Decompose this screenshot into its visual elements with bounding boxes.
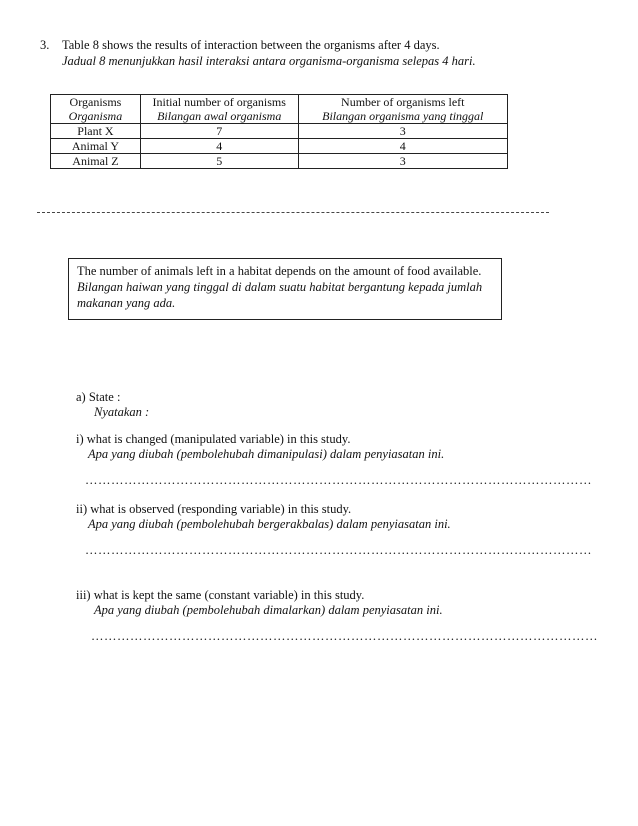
table-row: [51, 124, 508, 139]
part-a-label-ms: Nyatakan :: [94, 405, 150, 419]
table-cell: 3: [298, 124, 507, 139]
question-i-en: i) what is changed (manipulated variable) in this study.: [76, 432, 351, 446]
table-row: [51, 139, 508, 154]
table-cell: 4: [140, 139, 298, 154]
table-cell: Plant X: [51, 124, 141, 139]
statement-line-2: Bilangan haiwan yang tinggal di dalam suatu habitat bergantung kepada jumlah: [77, 280, 483, 294]
table-header-row: [51, 95, 508, 110]
table-cell: Animal Z: [51, 154, 141, 169]
table-cell: 7: [140, 124, 298, 139]
header-initial-number-ms: Bilangan awal organisma: [140, 109, 298, 124]
answer-line-i[interactable]: ………………………………………………………………………………………………………: [85, 473, 592, 487]
table-cell: 4: [298, 139, 507, 154]
table-row: [51, 154, 508, 169]
dashed-separator: [37, 212, 549, 213]
question-ii-ms: Apa yang diubah (pembolehubah bergerakbalas) dalam penyiasatan ini.: [88, 517, 451, 531]
answer-line-ii[interactable]: ………………………………………………………………………………………………………: [85, 543, 592, 557]
question-iii-ms: Apa yang diubah (pembolehubah dimalarkan) dalam penyiasatan ini.: [94, 603, 443, 617]
question-number: 3.: [40, 38, 50, 52]
statement-line-3: makanan yang ada.: [77, 296, 176, 310]
part-a-label: a) State :: [76, 390, 121, 404]
question-iii-en: iii) what is kept the same (constant variable) in this study.: [76, 588, 365, 602]
header-number-left-ms: Bilangan organisma yang tinggal: [298, 109, 507, 124]
statement-line-1: The number of animals left in a habitat depends on the amount of food available.: [77, 264, 482, 278]
results-table: [50, 94, 508, 169]
question-text-en: Table 8 shows the results of interaction between the organisms after 4 days.: [62, 38, 440, 52]
table-cell: 3: [298, 154, 507, 169]
table-header-row-ms: [51, 109, 508, 124]
header-organisms-ms: Organisma: [51, 109, 141, 124]
table-cell: 5: [140, 154, 298, 169]
question-ii-en: ii) what is observed (responding variable) in this study.: [76, 502, 352, 516]
question-i-ms: Apa yang diubah (pembolehubah dimanipulasi) dalam penyiasatan ini.: [88, 447, 445, 461]
header-number-left: Number of organisms left: [298, 95, 507, 110]
table-cell: Animal Y: [51, 139, 141, 154]
question-text-ms: Jadual 8 menunjukkan hasil interaksi antara organisma-organisma selepas 4 hari.: [62, 54, 476, 68]
header-organisms: Organisms: [51, 95, 141, 110]
header-initial-number: Initial number of organisms: [140, 95, 298, 110]
answer-line-iii[interactable]: ………………………………………………………………………………………………………: [91, 629, 598, 643]
